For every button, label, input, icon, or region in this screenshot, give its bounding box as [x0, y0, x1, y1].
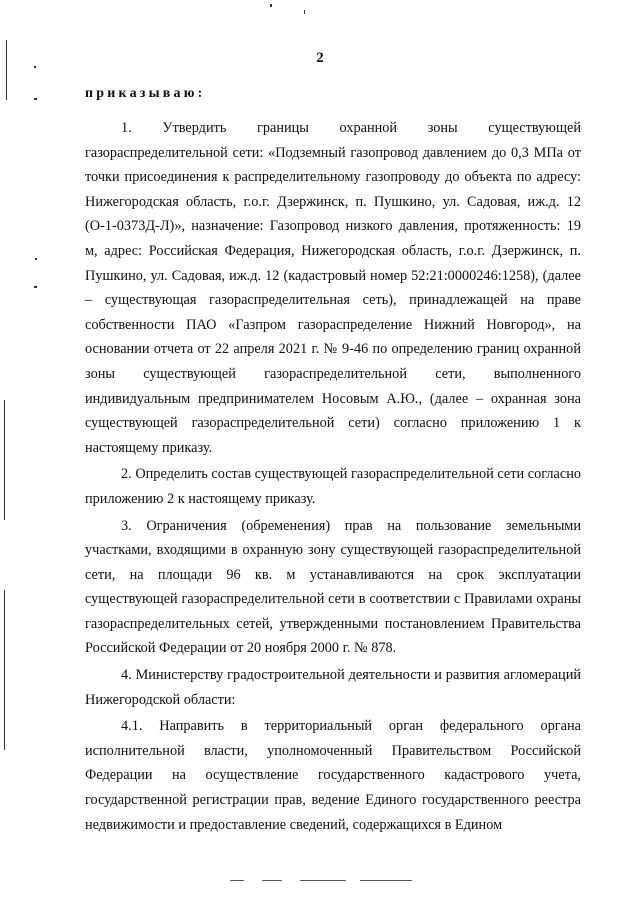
scan-mark — [34, 286, 37, 288]
scan-dash — [360, 880, 412, 881]
order-heading: приказываю: — [85, 86, 206, 101]
paragraph-3: 3. Ограничения (обременения) прав на пользование земельными участками, входящими в охранную зону существующей газораспределительной сети, на площади 96 кв. м устанавливаются на срок эксплуатации существующей газораспределительной сети в соответствии с Правилами охраны газораспределительных сетей, утвержденными постановлением Правительства Российской Федерации от 20 ноября 2000 г. № 878. — [85, 517, 581, 657]
scan-mark — [35, 258, 37, 260]
scan-mark — [4, 400, 5, 520]
paragraph-2: 2. Определить состав существующей газораспределительной сети согласно приложению 2 к настоящему приказу. — [85, 466, 581, 507]
scan-mark — [34, 98, 37, 100]
page-number: 2 — [316, 50, 324, 66]
scan-mark — [270, 4, 272, 7]
scan-mark — [304, 10, 305, 14]
document-body — [85, 116, 581, 839]
scan-mark — [4, 590, 5, 750]
paragraph-1: 1. Утвердить границы охранной зоны существующей газораспределительной сети: «Подземный газопровод давлением до 0,3 МПа от точки присоединения к распределительному газопроводу до объекта по адресу: Нижегородская область, г.о.г. Дзержинск, п. Пушкино, ул. Садовая, иж.д. 12 (О-1-0373Д-Л)», назначение: Газопровод низкого давления, протяженность: 19 м, адрес: Российская Федерация, Нижегородская область, г.о.г. Дзержинск, п. Пушкино, ул. Садовая, иж.д. 12 (кадастровый номер 52:21:0000246:1258), (далее – существующая газораспределительная сеть), принадлежащей на праве собственности ПАО «Газпром газораспределение Нижний Новгород», на основании отчета от 22 апреля 2021 г. № 9-46 по определению границ охранной зоны существующей газораспределительной сети, выполненного индивидуальным предпринимателем Носовым А.Ю., (далее – охранная зона существующей газораспределительной сети) согласно приложению 1 к настоящему приказу. — [85, 120, 581, 456]
scan-mark — [6, 40, 7, 100]
paragraph-4-1: 4.1. Направить в территориальный орган федерального органа исполнительной власти, уполномоченный Правительством Российской Федерации на осуществление государственного кадастрового учета, государственной регистрации прав, ведение Единого государственного реестра недвижимости и предоставление сведений, содержащихся в Едином — [85, 718, 581, 833]
scan-dash — [262, 880, 282, 881]
scan-dash — [230, 880, 244, 881]
scan-mark — [34, 66, 36, 68]
scan-dash — [300, 880, 346, 881]
paragraph-4: 4. Министерству градостроительной деятельности и развития агломераций Нижегородской области: — [85, 667, 581, 708]
